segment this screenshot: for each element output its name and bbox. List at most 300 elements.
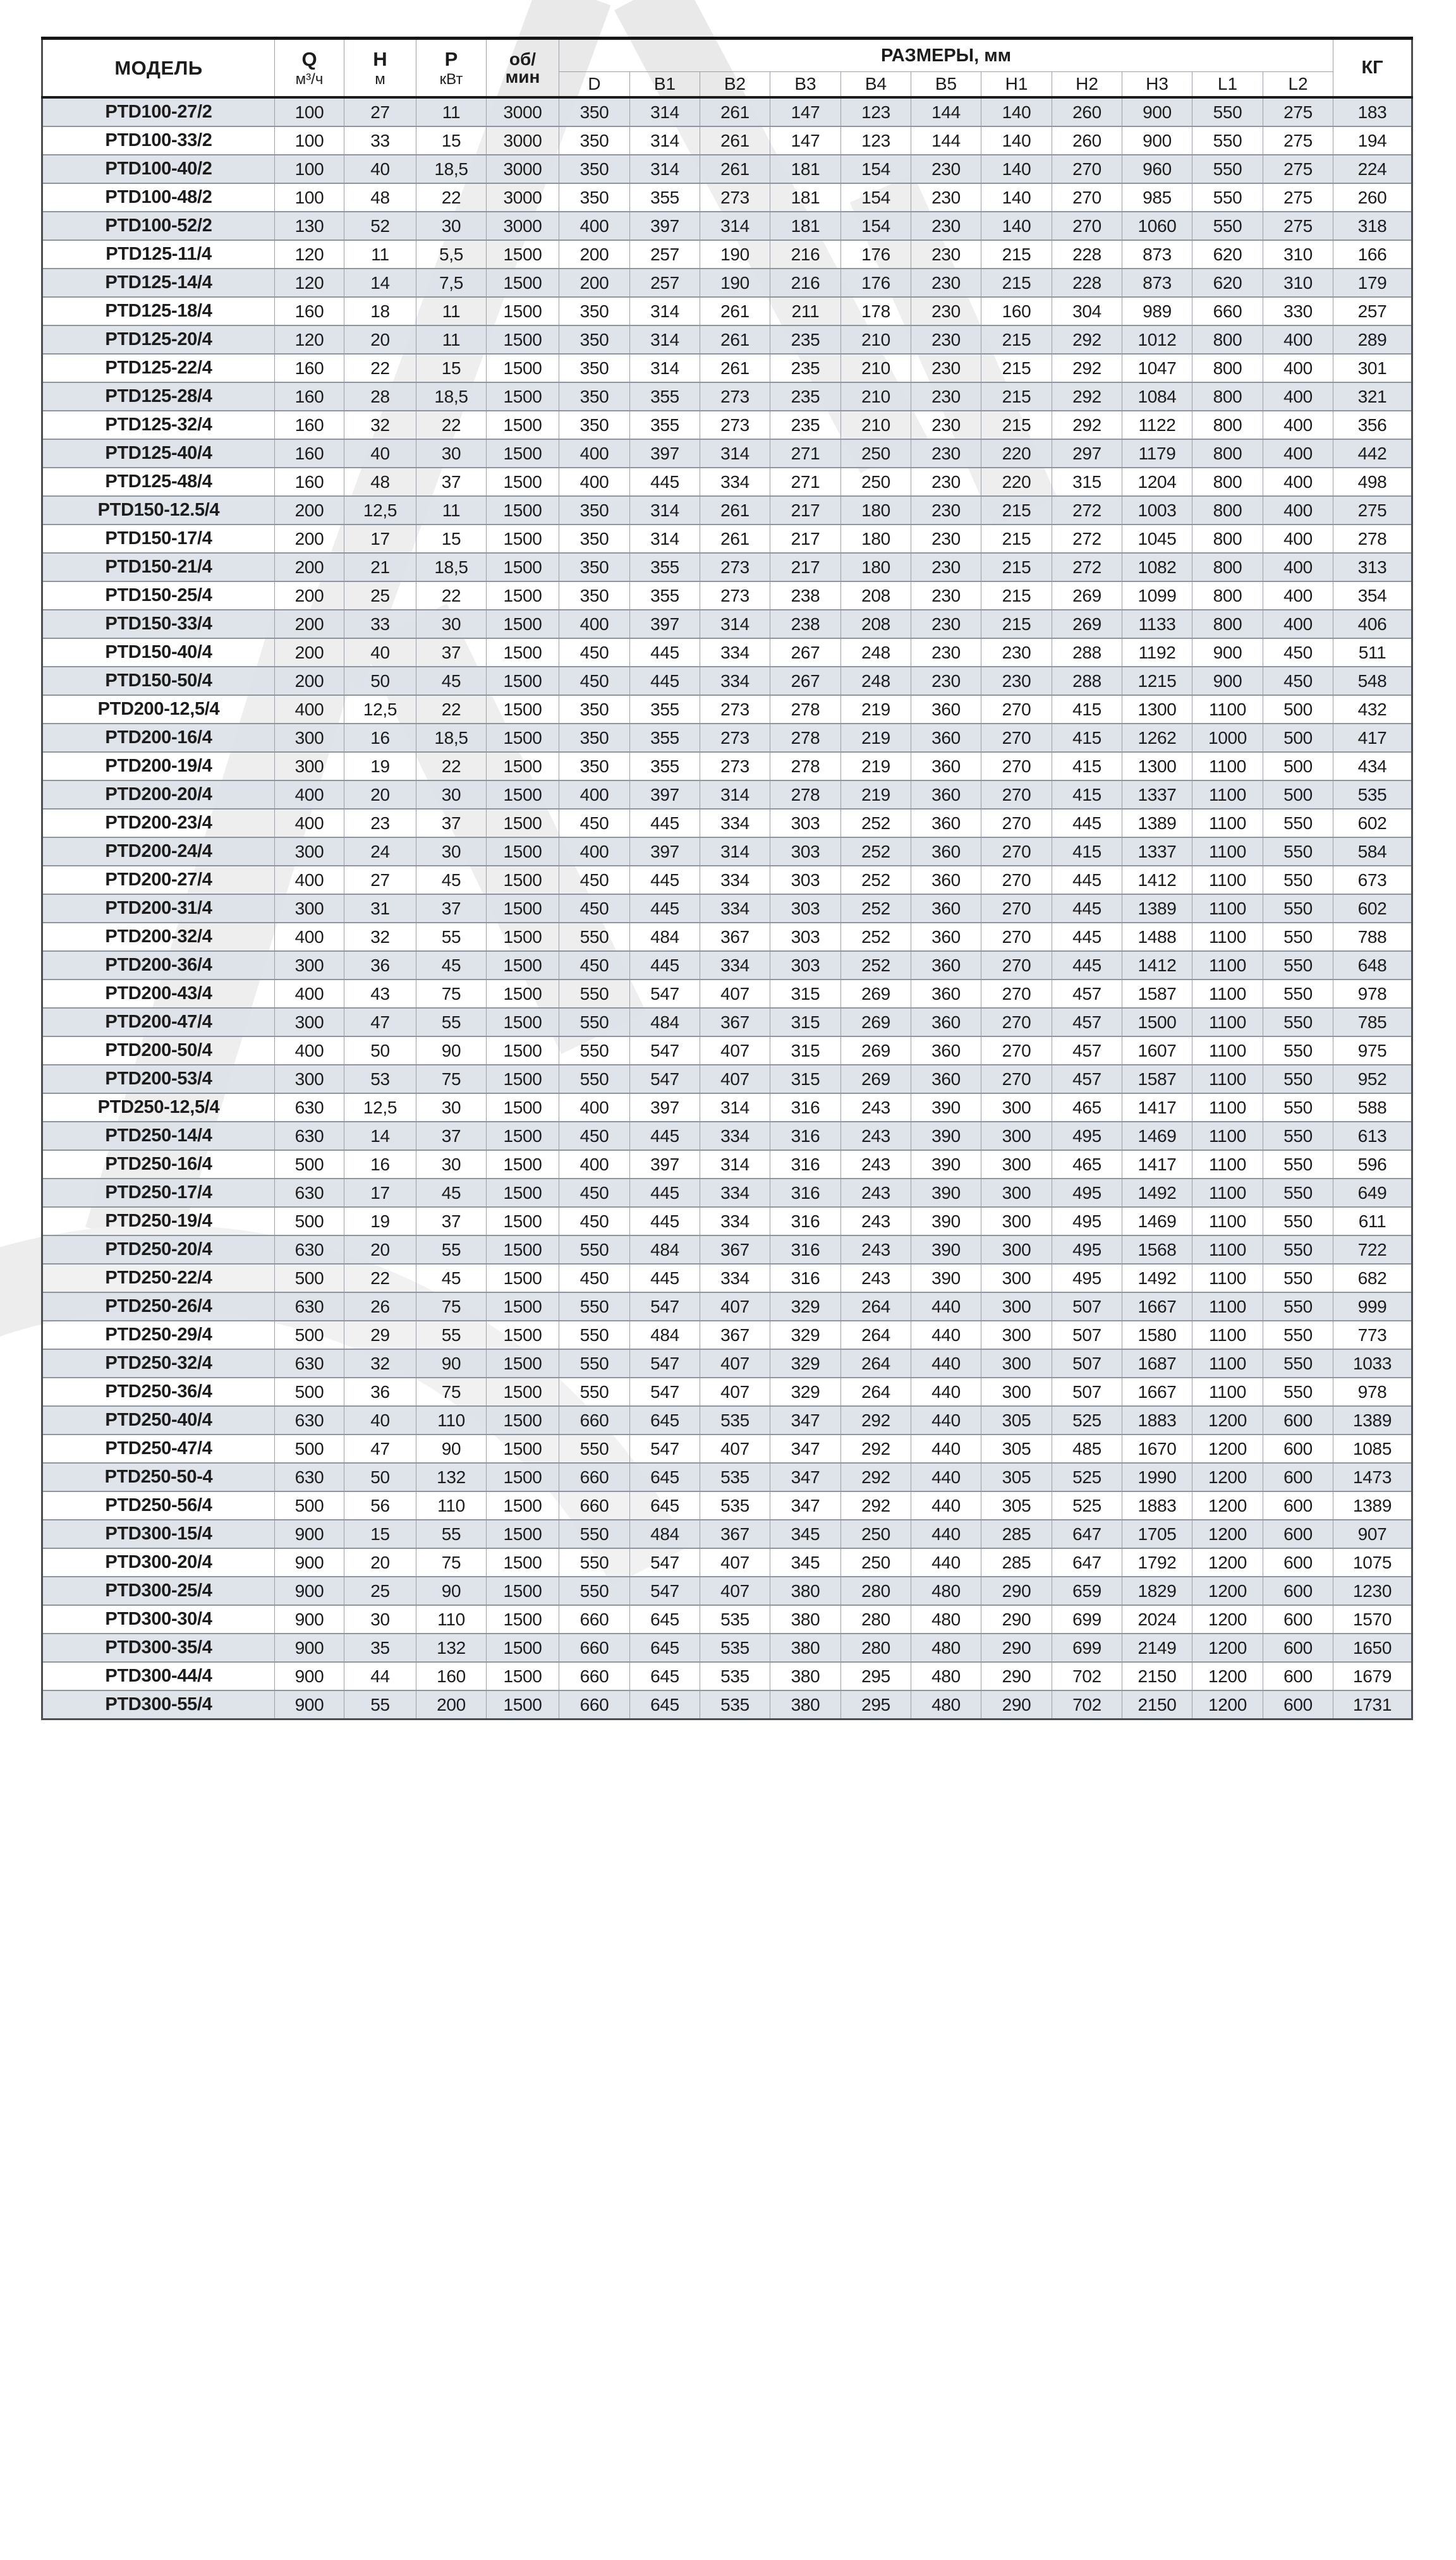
- value-cell: 400: [1263, 610, 1333, 638]
- value-cell: 535: [700, 1690, 770, 1720]
- value-cell: 273: [700, 752, 770, 780]
- value-cell: 550: [1263, 980, 1333, 1008]
- value-cell: 1389: [1122, 894, 1192, 923]
- value-cell: 288: [1052, 667, 1122, 695]
- value-cell: 18: [344, 297, 416, 325]
- value-cell: 2150: [1122, 1690, 1192, 1720]
- value-cell: 1033: [1333, 1349, 1412, 1378]
- value-cell: 645: [630, 1662, 700, 1690]
- value-cell: 390: [911, 1235, 981, 1264]
- value-cell: 252: [841, 923, 911, 951]
- value-cell: 630: [275, 1406, 344, 1435]
- column-header-dim-l1: L1: [1192, 72, 1263, 98]
- value-cell: 315: [770, 1065, 841, 1093]
- value-cell: 228: [1052, 240, 1122, 269]
- value-cell: 1100: [1192, 1349, 1263, 1378]
- value-cell: 1500: [487, 1292, 559, 1321]
- table-row: [42, 1122, 1412, 1150]
- value-cell: 334: [700, 1207, 770, 1235]
- model-cell: PTD125-11/4: [42, 240, 275, 269]
- value-cell: 230: [911, 525, 981, 553]
- value-cell: 200: [275, 638, 344, 667]
- value-cell: 360: [911, 951, 981, 980]
- value-cell: 270: [981, 695, 1052, 724]
- value-cell: 440: [911, 1463, 981, 1491]
- value-cell: 397: [630, 837, 700, 866]
- value-cell: 611: [1333, 1207, 1412, 1235]
- value-cell: 445: [630, 809, 700, 837]
- value-cell: 36: [344, 1378, 416, 1406]
- value-cell: 1500: [487, 496, 559, 525]
- value-cell: 248: [841, 638, 911, 667]
- value-cell: 334: [700, 809, 770, 837]
- value-cell: 360: [911, 923, 981, 951]
- value-cell: 275: [1333, 496, 1412, 525]
- value-cell: 270: [981, 780, 1052, 809]
- value-cell: 350: [559, 553, 630, 581]
- column-header-dimensions: РАЗМЕРЫ, мм: [559, 39, 1333, 72]
- value-cell: 1469: [1122, 1207, 1192, 1235]
- value-cell: 355: [630, 581, 700, 610]
- value-cell: 1337: [1122, 837, 1192, 866]
- value-cell: 140: [981, 183, 1052, 212]
- value-cell: 270: [981, 866, 1052, 894]
- value-cell: 350: [559, 411, 630, 439]
- value-cell: 120: [275, 269, 344, 297]
- value-cell: 2150: [1122, 1662, 1192, 1690]
- value-cell: 1417: [1122, 1150, 1192, 1179]
- value-cell: 345: [770, 1548, 841, 1577]
- value-cell: 547: [630, 1036, 700, 1065]
- value-cell: 288: [1052, 638, 1122, 667]
- value-cell: 36: [344, 951, 416, 980]
- value-cell: 316: [770, 1122, 841, 1150]
- table-row: [42, 525, 1412, 553]
- value-cell: 397: [630, 1150, 700, 1179]
- value-cell: 600: [1263, 1662, 1333, 1690]
- value-cell: 230: [911, 212, 981, 240]
- value-cell: 345: [770, 1520, 841, 1548]
- value-cell: 350: [559, 126, 630, 155]
- value-cell: 600: [1263, 1605, 1333, 1634]
- value-cell: 270: [981, 752, 1052, 780]
- value-cell: 1200: [1192, 1463, 1263, 1491]
- value-cell: 1100: [1192, 1207, 1263, 1235]
- value-cell: 1469: [1122, 1122, 1192, 1150]
- value-cell: 1389: [1333, 1491, 1412, 1520]
- value-cell: 215: [981, 325, 1052, 354]
- value-cell: 900: [1192, 638, 1263, 667]
- value-cell: 215: [981, 496, 1052, 525]
- table-row: [42, 269, 1412, 297]
- value-cell: 645: [630, 1605, 700, 1634]
- value-cell: 16: [344, 724, 416, 752]
- value-cell: 1492: [1122, 1264, 1192, 1292]
- value-cell: 300: [981, 1122, 1052, 1150]
- value-cell: 20: [344, 1548, 416, 1577]
- value-cell: 230: [911, 382, 981, 411]
- value-cell: 1200: [1192, 1520, 1263, 1548]
- model-cell: PTD200-31/4: [42, 894, 275, 923]
- value-cell: 1500: [487, 1122, 559, 1150]
- table-row: [42, 638, 1412, 667]
- value-cell: 271: [770, 468, 841, 496]
- value-cell: 300: [275, 752, 344, 780]
- value-cell: 440: [911, 1378, 981, 1406]
- model-cell: PTD100-48/2: [42, 183, 275, 212]
- value-cell: 230: [911, 325, 981, 354]
- value-cell: 314: [630, 496, 700, 525]
- table-row: [42, 581, 1412, 610]
- value-cell: 18,5: [416, 155, 487, 183]
- value-cell: 550: [559, 1378, 630, 1406]
- value-cell: 1100: [1192, 1235, 1263, 1264]
- value-cell: 37: [416, 1207, 487, 1235]
- value-cell: 450: [559, 809, 630, 837]
- value-cell: 22: [416, 752, 487, 780]
- value-cell: 360: [911, 1065, 981, 1093]
- value-cell: 160: [981, 297, 1052, 325]
- value-cell: 200: [416, 1690, 487, 1720]
- value-cell: 480: [911, 1662, 981, 1690]
- value-cell: 400: [1263, 411, 1333, 439]
- value-cell: 100: [275, 155, 344, 183]
- value-cell: 495: [1052, 1122, 1122, 1150]
- value-cell: 484: [630, 923, 700, 951]
- value-cell: 367: [700, 1321, 770, 1349]
- value-cell: 660: [559, 1463, 630, 1491]
- value-cell: 1500: [487, 951, 559, 980]
- value-cell: 500: [275, 1321, 344, 1349]
- value-cell: 407: [700, 1577, 770, 1605]
- value-cell: 360: [911, 809, 981, 837]
- value-cell: 1670: [1122, 1435, 1192, 1463]
- value-cell: 316: [770, 1093, 841, 1122]
- value-cell: 367: [700, 1235, 770, 1264]
- table-row: [42, 297, 1412, 325]
- value-cell: 367: [700, 1008, 770, 1036]
- model-cell: PTD200-27/4: [42, 866, 275, 894]
- value-cell: 132: [416, 1634, 487, 1662]
- value-cell: 20: [344, 325, 416, 354]
- value-cell: 547: [630, 1349, 700, 1378]
- value-cell: 32: [344, 411, 416, 439]
- value-cell: 400: [559, 212, 630, 240]
- value-cell: 37: [416, 894, 487, 923]
- value-cell: 649: [1333, 1179, 1412, 1207]
- value-cell: 100: [275, 126, 344, 155]
- value-cell: 314: [630, 97, 700, 126]
- value-cell: 550: [559, 1577, 630, 1605]
- value-cell: 367: [700, 923, 770, 951]
- value-cell: 140: [981, 212, 1052, 240]
- value-cell: 211: [770, 297, 841, 325]
- h-unit: м: [375, 70, 385, 88]
- value-cell: 1389: [1122, 809, 1192, 837]
- model-cell: PTD250-50-4: [42, 1463, 275, 1491]
- value-cell: 440: [911, 1435, 981, 1463]
- value-cell: 1100: [1192, 1150, 1263, 1179]
- value-cell: 1100: [1192, 1093, 1263, 1122]
- value-cell: 55: [416, 1008, 487, 1036]
- value-cell: 32: [344, 1349, 416, 1378]
- value-cell: 400: [559, 468, 630, 496]
- value-cell: 600: [1263, 1406, 1333, 1435]
- value-cell: 400: [559, 780, 630, 809]
- value-cell: 1500: [487, 1264, 559, 1292]
- value-cell: 33: [344, 126, 416, 155]
- value-cell: 600: [1263, 1435, 1333, 1463]
- value-cell: 303: [770, 951, 841, 980]
- value-cell: 550: [1263, 866, 1333, 894]
- value-cell: 400: [275, 923, 344, 951]
- value-cell: 350: [559, 525, 630, 553]
- value-cell: 525: [1052, 1463, 1122, 1491]
- value-cell: 1200: [1192, 1690, 1263, 1720]
- value-cell: 800: [1192, 411, 1263, 439]
- value-cell: 1500: [487, 780, 559, 809]
- model-cell: PTD100-40/2: [42, 155, 275, 183]
- column-header-dim-b1: B1: [630, 72, 700, 98]
- value-cell: 230: [911, 553, 981, 581]
- value-cell: 1500: [487, 1634, 559, 1662]
- value-cell: 1570: [1333, 1605, 1412, 1634]
- value-cell: 660: [559, 1605, 630, 1634]
- value-cell: 285: [981, 1548, 1052, 1577]
- value-cell: 295: [841, 1690, 911, 1720]
- value-cell: 407: [700, 1065, 770, 1093]
- value-cell: 27: [344, 97, 416, 126]
- value-cell: 7,5: [416, 269, 487, 297]
- table-row: [42, 1690, 1412, 1720]
- value-cell: 722: [1333, 1235, 1412, 1264]
- model-cell: PTD150-12.5/4: [42, 496, 275, 525]
- value-cell: 316: [770, 1207, 841, 1235]
- value-cell: 800: [1192, 525, 1263, 553]
- value-cell: 3000: [487, 155, 559, 183]
- value-cell: 292: [1052, 382, 1122, 411]
- value-cell: 900: [275, 1634, 344, 1662]
- value-cell: 1500: [487, 638, 559, 667]
- value-cell: 147: [770, 97, 841, 126]
- value-cell: 550: [1263, 1150, 1333, 1179]
- model-cell: PTD250-14/4: [42, 1122, 275, 1150]
- value-cell: 1100: [1192, 1292, 1263, 1321]
- model-cell: PTD100-52/2: [42, 212, 275, 240]
- value-cell: 550: [1192, 97, 1263, 126]
- value-cell: 330: [1263, 297, 1333, 325]
- value-cell: 29: [344, 1321, 416, 1349]
- value-cell: 243: [841, 1264, 911, 1292]
- value-cell: 550: [559, 1321, 630, 1349]
- table-row: [42, 667, 1412, 695]
- value-cell: 1500: [487, 923, 559, 951]
- value-cell: 243: [841, 1093, 911, 1122]
- table-row: [42, 382, 1412, 411]
- value-cell: 1100: [1192, 951, 1263, 980]
- value-cell: 3000: [487, 126, 559, 155]
- value-cell: 660: [559, 1662, 630, 1690]
- value-cell: 160: [275, 411, 344, 439]
- value-cell: 350: [559, 695, 630, 724]
- value-cell: 682: [1333, 1264, 1412, 1292]
- value-cell: 300: [275, 1065, 344, 1093]
- value-cell: 166: [1333, 240, 1412, 269]
- value-cell: 660: [559, 1491, 630, 1520]
- table-row: [42, 468, 1412, 496]
- value-cell: 210: [841, 325, 911, 354]
- value-cell: 547: [630, 1292, 700, 1321]
- value-cell: 55: [416, 923, 487, 951]
- table-row: [42, 1349, 1412, 1378]
- column-header-dim-h1: H1: [981, 72, 1052, 98]
- value-cell: 11: [416, 297, 487, 325]
- value-cell: 440: [911, 1349, 981, 1378]
- value-cell: 1417: [1122, 1093, 1192, 1122]
- p-label: Р: [444, 47, 458, 70]
- value-cell: 1337: [1122, 780, 1192, 809]
- value-cell: 1200: [1192, 1491, 1263, 1520]
- model-cell: PTD100-27/2: [42, 97, 275, 126]
- value-cell: 315: [770, 1036, 841, 1065]
- value-cell: 303: [770, 837, 841, 866]
- value-cell: 645: [630, 1491, 700, 1520]
- value-cell: 1230: [1333, 1577, 1412, 1605]
- value-cell: 1500: [487, 1207, 559, 1235]
- value-cell: 350: [559, 382, 630, 411]
- value-cell: 270: [1052, 155, 1122, 183]
- value-cell: 1100: [1192, 1179, 1263, 1207]
- value-cell: 20: [344, 780, 416, 809]
- value-cell: 272: [1052, 525, 1122, 553]
- value-cell: 292: [1052, 411, 1122, 439]
- value-cell: 235: [770, 325, 841, 354]
- value-cell: 1568: [1122, 1235, 1192, 1264]
- value-cell: 535: [700, 1491, 770, 1520]
- value-cell: 228: [1052, 269, 1122, 297]
- value-cell: 1500: [487, 525, 559, 553]
- model-cell: PTD200-43/4: [42, 980, 275, 1008]
- value-cell: 289: [1333, 325, 1412, 354]
- value-cell: 550: [1263, 894, 1333, 923]
- value-cell: 415: [1052, 724, 1122, 752]
- value-cell: 180: [841, 553, 911, 581]
- value-cell: 525: [1052, 1491, 1122, 1520]
- value-cell: 215: [981, 240, 1052, 269]
- value-cell: 235: [770, 354, 841, 382]
- value-cell: 269: [1052, 610, 1122, 638]
- value-cell: 1100: [1192, 1008, 1263, 1036]
- value-cell: 303: [770, 923, 841, 951]
- value-cell: 1607: [1122, 1036, 1192, 1065]
- value-cell: 978: [1333, 1378, 1412, 1406]
- value-cell: 400: [275, 695, 344, 724]
- value-cell: 1679: [1333, 1662, 1412, 1690]
- value-cell: 1300: [1122, 752, 1192, 780]
- value-cell: 200: [275, 610, 344, 638]
- value-cell: 465: [1052, 1150, 1122, 1179]
- value-cell: 1045: [1122, 525, 1192, 553]
- value-cell: 550: [559, 1065, 630, 1093]
- value-cell: 235: [770, 411, 841, 439]
- value-cell: 230: [911, 610, 981, 638]
- value-cell: 180: [841, 525, 911, 553]
- value-cell: 350: [559, 354, 630, 382]
- value-cell: 535: [700, 1605, 770, 1634]
- value-cell: 547: [630, 1065, 700, 1093]
- value-cell: 1829: [1122, 1577, 1192, 1605]
- value-cell: 43: [344, 980, 416, 1008]
- value-cell: 1500: [487, 667, 559, 695]
- value-cell: 238: [770, 581, 841, 610]
- value-cell: 47: [344, 1435, 416, 1463]
- value-cell: 400: [559, 439, 630, 468]
- value-cell: 329: [770, 1349, 841, 1378]
- table-row: [42, 1463, 1412, 1491]
- value-cell: 300: [275, 1008, 344, 1036]
- value-cell: 407: [700, 1548, 770, 1577]
- value-cell: 219: [841, 752, 911, 780]
- value-cell: 303: [770, 894, 841, 923]
- value-cell: 400: [275, 1036, 344, 1065]
- value-cell: 75: [416, 1292, 487, 1321]
- value-cell: 400: [1263, 468, 1333, 496]
- value-cell: 480: [911, 1690, 981, 1720]
- value-cell: 1500: [487, 354, 559, 382]
- table-row: [42, 1605, 1412, 1634]
- value-cell: 278: [1333, 525, 1412, 553]
- value-cell: 547: [630, 1378, 700, 1406]
- model-cell: PTD300-55/4: [42, 1690, 275, 1720]
- value-cell: 200: [275, 525, 344, 553]
- value-cell: 450: [559, 667, 630, 695]
- value-cell: 321: [1333, 382, 1412, 411]
- model-cell: PTD250-20/4: [42, 1235, 275, 1264]
- value-cell: 445: [630, 1207, 700, 1235]
- value-cell: 960: [1122, 155, 1192, 183]
- value-cell: 11: [344, 240, 416, 269]
- value-cell: 457: [1052, 1036, 1122, 1065]
- value-cell: 37: [416, 1122, 487, 1150]
- value-cell: 300: [981, 1207, 1052, 1235]
- table-row: [42, 752, 1412, 780]
- value-cell: 48: [344, 468, 416, 496]
- value-cell: 600: [1263, 1491, 1333, 1520]
- value-cell: 550: [1263, 1235, 1333, 1264]
- model-cell: PTD250-47/4: [42, 1435, 275, 1463]
- value-cell: 457: [1052, 1008, 1122, 1036]
- value-cell: 800: [1192, 553, 1263, 581]
- value-cell: 248: [841, 667, 911, 695]
- value-cell: 230: [911, 496, 981, 525]
- value-cell: 24: [344, 837, 416, 866]
- value-cell: 40: [344, 638, 416, 667]
- value-cell: 400: [559, 610, 630, 638]
- value-cell: 480: [911, 1634, 981, 1662]
- value-cell: 445: [1052, 894, 1122, 923]
- value-cell: 181: [770, 212, 841, 240]
- value-cell: 310: [1263, 240, 1333, 269]
- value-cell: 1262: [1122, 724, 1192, 752]
- value-cell: 360: [911, 866, 981, 894]
- value-cell: 300: [981, 1093, 1052, 1122]
- value-cell: 360: [911, 837, 981, 866]
- column-header-dim-b4: B4: [841, 72, 911, 98]
- value-cell: 300: [981, 1321, 1052, 1349]
- value-cell: 1200: [1192, 1577, 1263, 1605]
- model-cell: PTD200-53/4: [42, 1065, 275, 1093]
- value-cell: 215: [981, 610, 1052, 638]
